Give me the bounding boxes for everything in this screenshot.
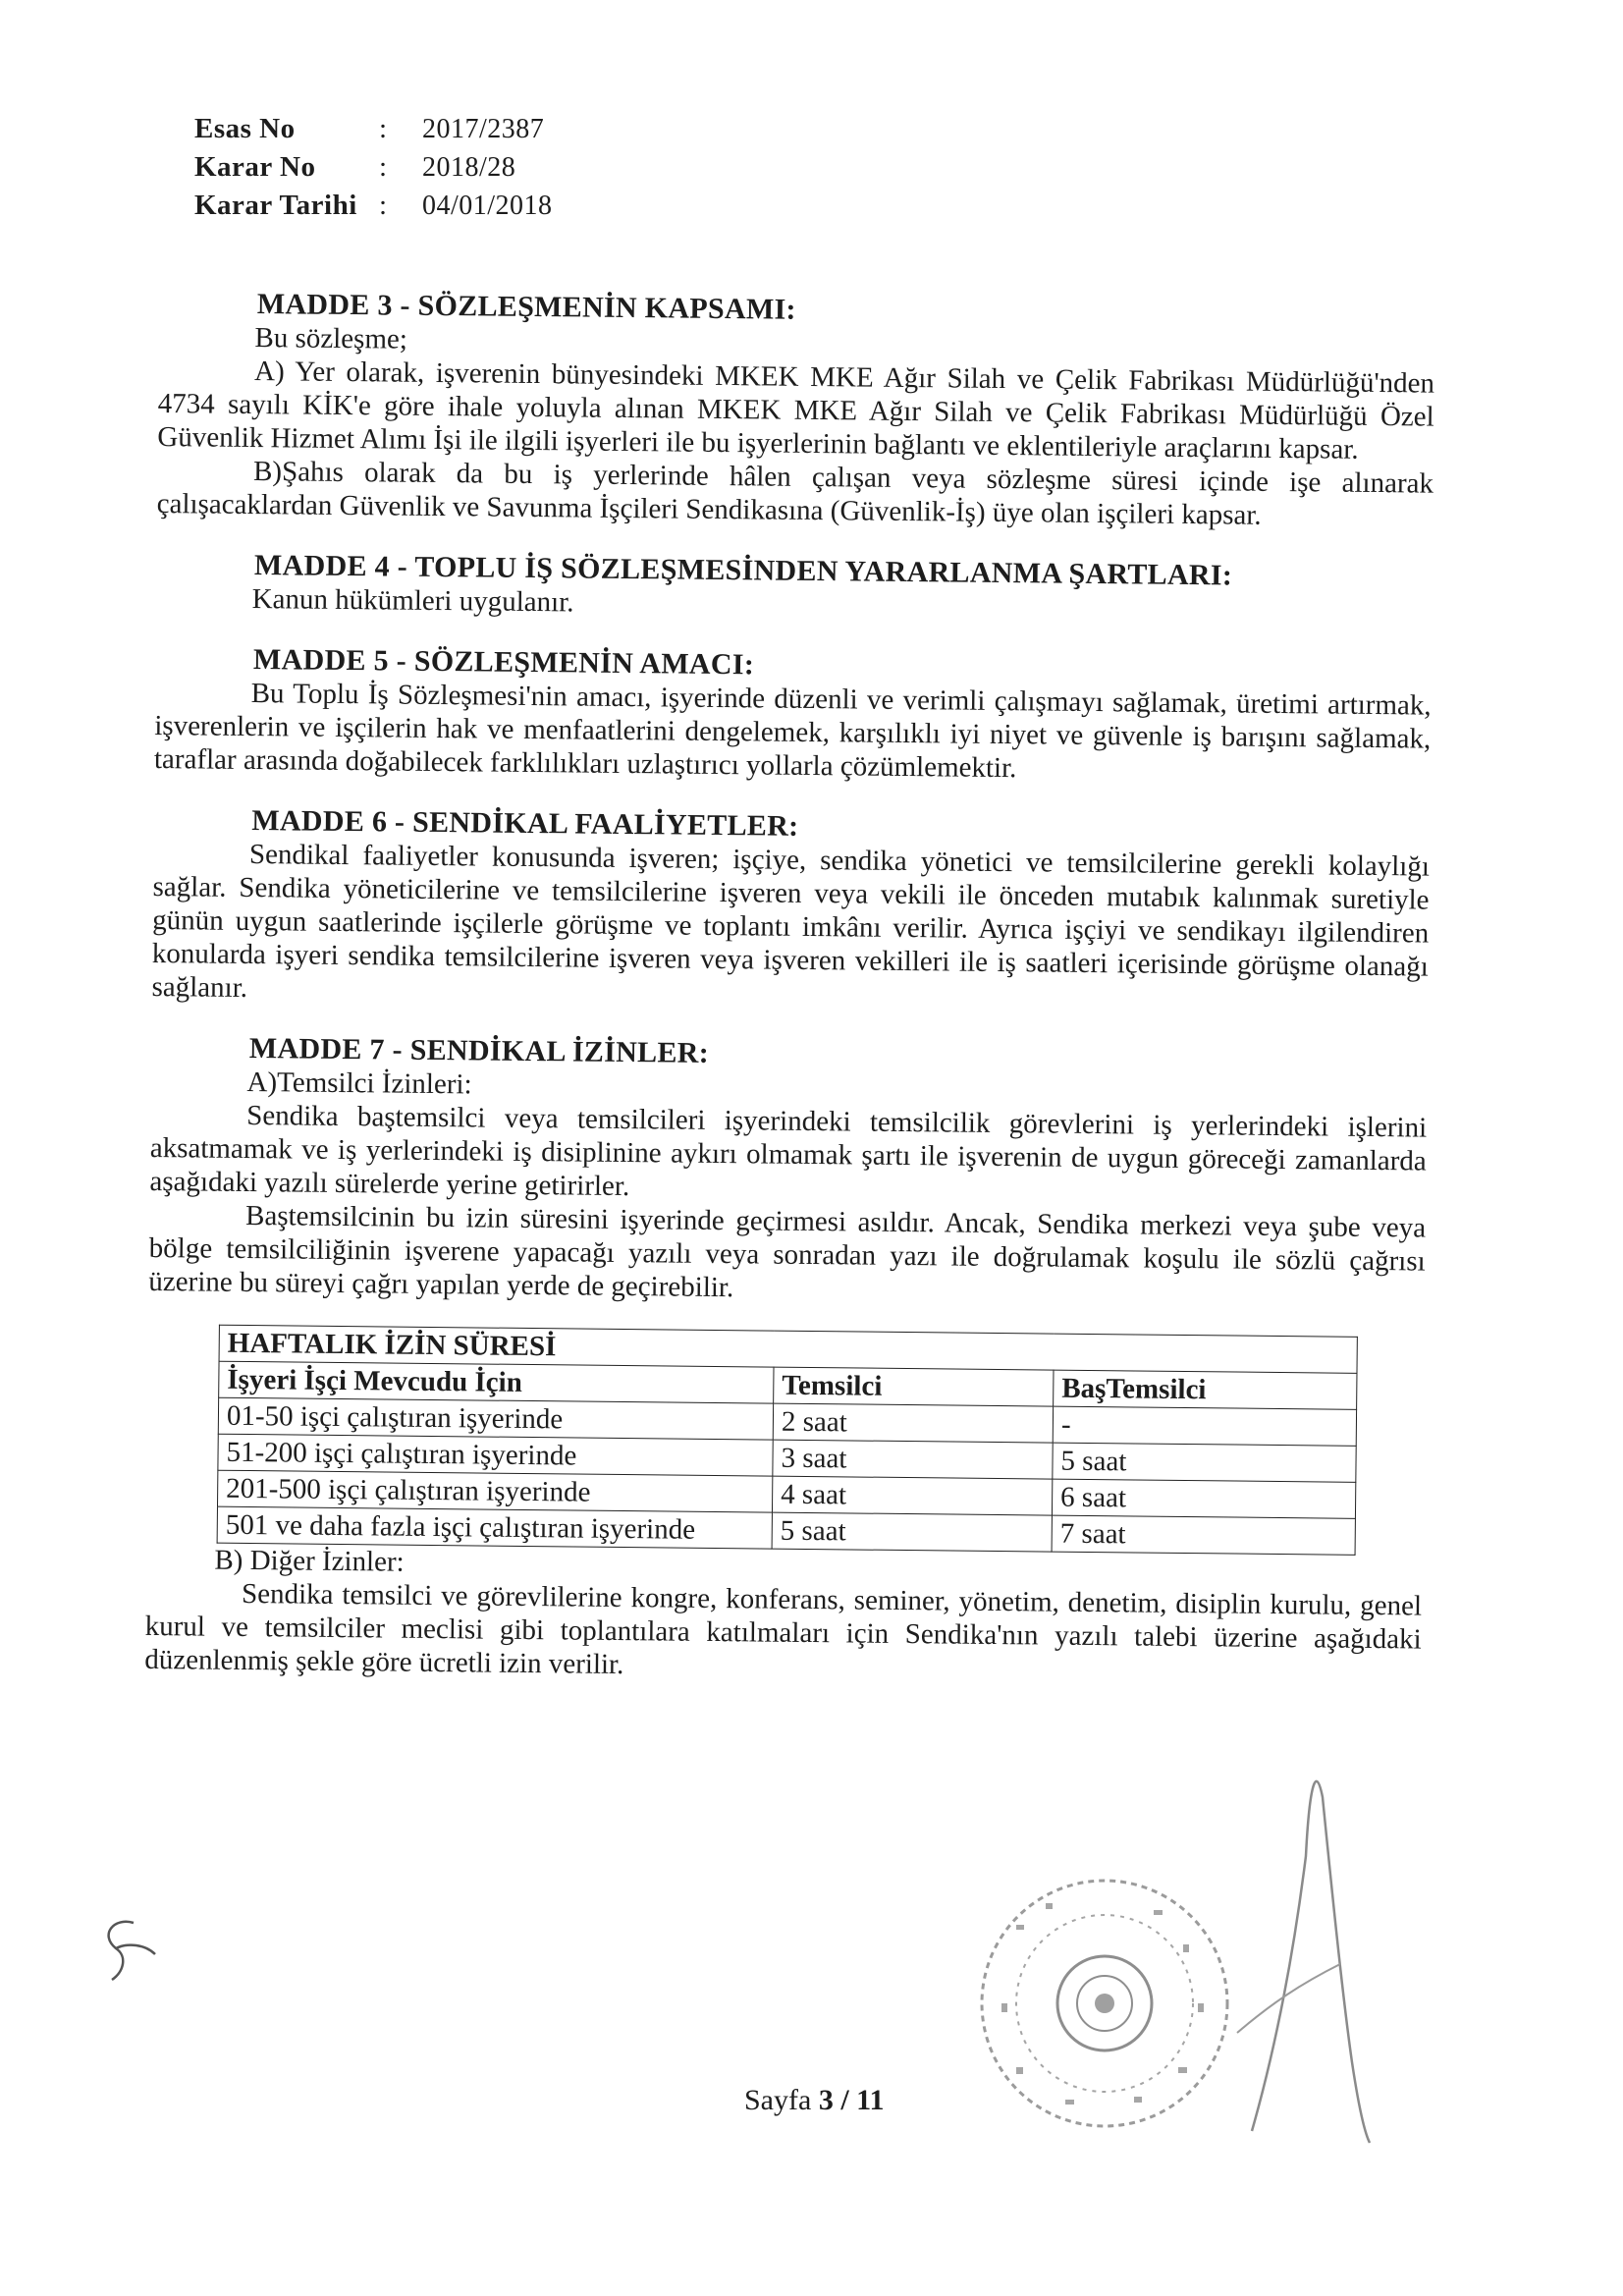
column-header: BaşTemsilci: [1054, 1370, 1357, 1409]
section-madde-3: [157, 287, 1435, 534]
meta-colon: :: [379, 151, 388, 183]
section-madde-7: [144, 1031, 1428, 1690]
signature-scribble-right: [1232, 1738, 1389, 2151]
subsection-title: A)Temsilci İzinleri:: [246, 1066, 472, 1101]
meta-key: Esas No: [194, 113, 296, 144]
section-title: MADDE 3 - SÖZLEŞMENİN KAPSAMI:: [256, 288, 796, 326]
table-cell: 51-200 işçi çalıştıran işyerinde: [218, 1434, 773, 1476]
paragraph: A) Yer olarak, işverenin bünyesindeki MKEK MKE Ağır Silah ve Çelik Fabrikası Müdürlüğü'nden 4734 sayılı KİK'e göre ihale yoluyla alınan MKEK MKE Ağır Silah ve Çelik Fabrikası Müdürlüğü Özel Güvenlik Hizmet Alımı İşi ile ilgili işyerleri ile bu işyerlerinin bağlantı ve eklentileriyle araçlarını kapsar.: [157, 355, 1435, 465]
official-seal-stamp: [957, 1856, 1252, 2151]
table-cell: 201-500 işçi çalıştıran işyerinde: [217, 1470, 772, 1512]
paragraph: Kanun hükümleri uygulanır.: [251, 583, 574, 619]
paragraph: Bu Toplu İş Sözleşmesi'nin amacı, işyerinde düzenli ve verimli çalışmayı sağlamak, üretimi artırmak, işverenlerin ve işçilerin hak ve menfaatlerini dengelemek, karşılıklı iyi niyet ve güvenle iş barışını sağlamak, taraflar arasında doğabilecek farklılıkları uzlaştırıcı yollarla çözümlemektir.: [153, 678, 1432, 785]
meta-key: Karar Tarihi: [194, 190, 357, 221]
meta-value: 2017/2387: [422, 114, 545, 144]
section-madde-5: [154, 642, 1432, 790]
meta-row-tarih: [194, 187, 553, 225]
paragraph: Sendika temsilci ve görevlilerine kongre, konferans, seminer, yönetim, denetim, disiplin kurulu, genel kurul ve temsilciler meclisi gibi toplantılara katılmaları için Sendika'nın yazılı talebi üzerine aşağıdaki düzenlenmiş şekle göre ücretli izin verilir.: [144, 1577, 1423, 1681]
section-title: MADDE 7 - SENDİKAL İZİNLER:: [248, 1032, 710, 1069]
table-cell: 7 saat: [1052, 1515, 1355, 1555]
page-total: 11: [856, 2084, 885, 2116]
cropped-header-fragment: [702, 94, 908, 102]
table-cell: 3 saat: [773, 1440, 1053, 1479]
table-cell: 6 saat: [1052, 1479, 1355, 1518]
paragraph: B)Şahıs olarak da bu iş yerlerinde hâlen çalışan veya sözleşme süresi içinde işe alınarak çalışacaklardan Güvenlik ve Savunma İşçileri Sendikasına (Güvenlik-İş) üye olan işçileri kapsar.: [156, 456, 1434, 531]
table-cell: 2 saat: [773, 1403, 1053, 1443]
paragraph: Bu sözleşme;: [254, 322, 408, 355]
meta-key: Karar No: [194, 151, 316, 183]
signature-initial-left: [94, 1915, 163, 1984]
document-body: [144, 287, 1435, 1690]
table-title: HAFTALIK İZİN SÜRESİ: [219, 1325, 1357, 1373]
page-separator: /: [840, 2084, 849, 2116]
table-cell: 5 saat: [772, 1512, 1052, 1552]
table-cell: 4 saat: [772, 1476, 1052, 1515]
page-footer: [744, 2084, 885, 2117]
meta-colon: :: [379, 190, 388, 221]
table-cell: 501 ve daha fazla işçi çalıştıran işyerinde: [217, 1506, 772, 1549]
table-cell: 5 saat: [1053, 1443, 1356, 1482]
subsection-title: B) Diğer İzinler:: [214, 1544, 405, 1578]
meta-value: 2018/28: [422, 152, 516, 183]
section-title: MADDE 4 - TOPLU İŞ SÖZLEŞMESİNDEN YARARLANMA ŞARTLARI:: [253, 549, 1233, 592]
case-metadata: [194, 110, 553, 225]
section-madde-4: [156, 548, 1434, 629]
page-label: Sayfa: [744, 2084, 812, 2116]
column-header: İşyeri İşçi Mevcudu İçin: [219, 1361, 774, 1403]
section-title: MADDE 5 - SÖZLEŞMENİN AMACI:: [252, 643, 755, 682]
section-madde-6: [151, 803, 1430, 1017]
page-number: 3: [818, 2084, 834, 2116]
meta-colon: :: [379, 113, 388, 144]
paragraph: Sendika baştemsilci veya temsilcileri işyerindeki temsilcilik görevlerini iş yerlerindeki işlerini aksatmamak ve iş yerlerindeki iş disiplinine aykırı olmamak şartı ile işverenin de uygun göreceği zamanlarda aşağıdaki yazılı sürelerde yerine getirirler.: [149, 1099, 1428, 1203]
meta-row-esas: [194, 110, 553, 148]
table-cell: -: [1053, 1406, 1356, 1446]
column-header: Temsilci: [774, 1367, 1054, 1406]
meta-row-karar: [194, 148, 553, 187]
table-cell: 01-50 işçi çalıştıran işyerinde: [218, 1397, 773, 1440]
meta-value: 04/01/2018: [422, 191, 553, 221]
paragraph: Baştemsilcinin bu izin süresini işyerinde geçirmesi asıldır. Ancak, Sendika merkezi veya şube veya bölge temsilciliğinin işverene yapacağı yazılı veya sonradan yazı ile doğrulamak koşulu ile sözlü çağrısı üzerine bu süreyi çağrı yapılan yerde de geçirebilir.: [148, 1199, 1427, 1304]
paragraph: Sendikal faaliyetler konusunda işveren; işçiye, sendika yönetici ve temsilcilerine gerekli kolaylığı sağlar. Sendika yöneticilerine ve temsilcilerine işveren veya vekili ile önceden mutabık kalınmak suretiyle günün uygun saatlerinde işçilerle görüşme ve toplantı imkânı verilir. Ayrıca işçiyi ve sendikayı ilgilendiren konularda işyeri sendika temsilcilerine işveren veya işveren vekilleri ile iş saatleri içerisinde görüşme olanağı sağlanır.: [151, 838, 1431, 1004]
section-title: MADDE 6 - SENDİKAL FAALİYETLER:: [251, 804, 799, 843]
weekly-leave-table: [217, 1325, 1358, 1556]
